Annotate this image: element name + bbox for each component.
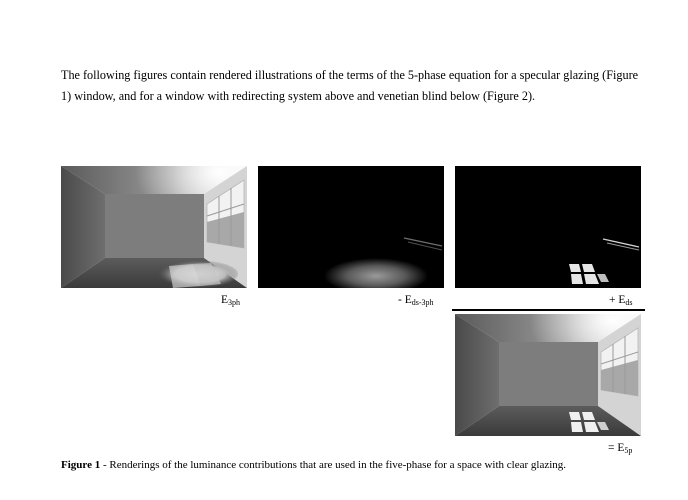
label-e-3ph: $E_{3ph}$ (221, 294, 241, 307)
figure-caption (61, 459, 566, 471)
label-e-ds-3ph: - $E_{ds-3ph}$ (398, 294, 434, 307)
intro-paragraph: The following figures contain rendered illustrations of the terms of the 5-phase equation for a specular glazing (Figure 1) window, and for a window with redirecting system above and venetian blind below (Figure 2). (61, 68, 639, 104)
render-ds-3ph-image (258, 166, 444, 288)
render-3ph-image (61, 166, 247, 288)
label-e-ds: + $E_{ds}$ (609, 294, 633, 307)
render-5p-image (455, 314, 641, 436)
caption-figure-number: Figure 1 (61, 459, 101, 471)
sum-rule-line (452, 309, 645, 311)
caption-text: - Renderings of the luminance contributions that are used in the five-phase for a space with clear glazing. (100, 459, 567, 471)
label-e-5p: = $E_{5p}$ (608, 442, 633, 455)
render-ds-image (455, 166, 641, 288)
